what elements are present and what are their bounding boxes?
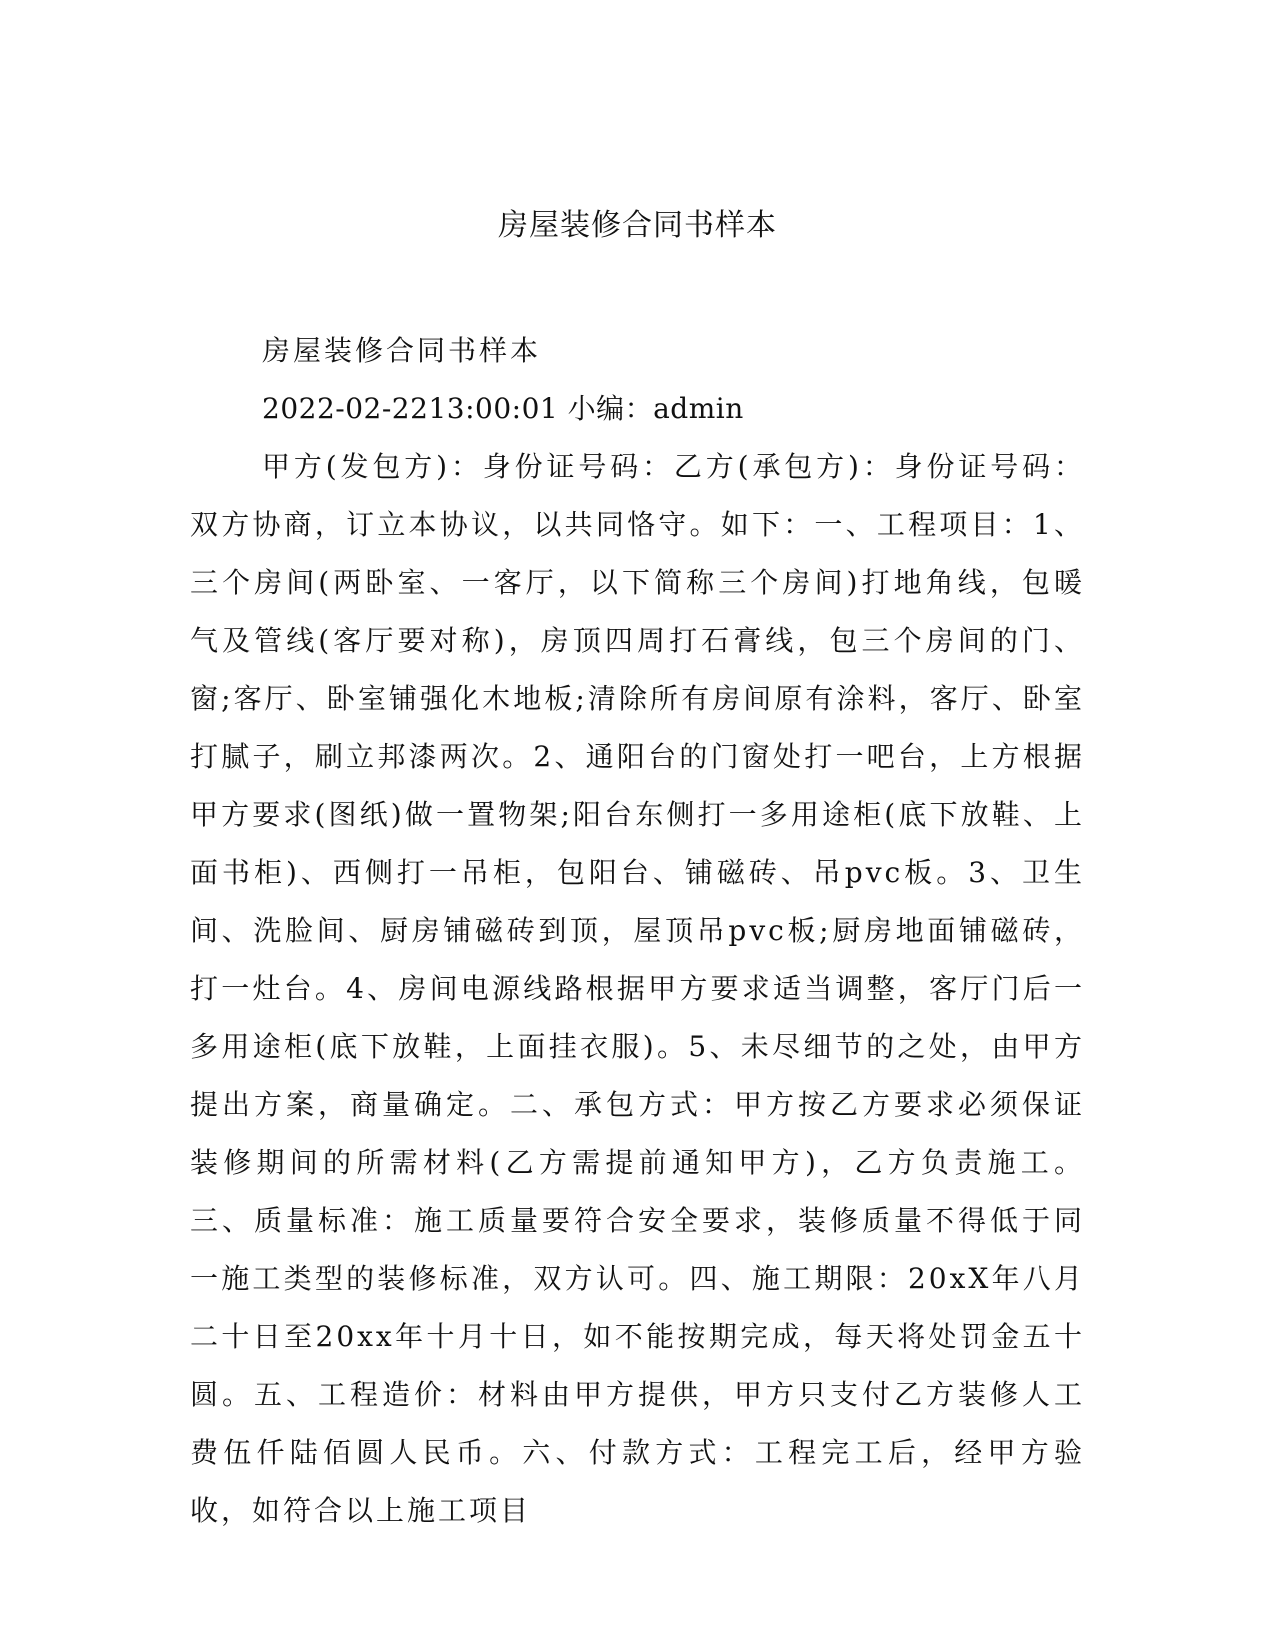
document-body <box>190 322 1085 1540</box>
meta-line: 2022-02-2213:00:01 小编：admin <box>262 392 744 425</box>
document-title: 房屋装修合同书样本 <box>498 208 777 243</box>
body-paragraph: 甲方(发包方)：身份证号码：乙方(承包方)：身份证号码：双方协商，订立本协议，以共同恪守。如下：一、工程项目：1、三个房间(两卧室、一客厅，以下简称三个房间)打地角线，包暖气及管线(客厅要对称)，房顶四周打石膏线，包三个房间的门、窗;客厅、卧室铺强化木地板;清除所有房间原有涂料，客厅、卧室打腻子，刷立邦漆两次。2、通阳台的门窗处打一吧台，上方根据甲方要求(图纸)做一置物架;阳台东侧打一多用途柜(底下放鞋、上面书柜)、西侧打一吊柜，包阳台、铺磁砖、吊pvc板。3、卫生间、洗脸间、厨房铺磁砖到顶，屋顶吊pvc板;厨房地面铺磁砖，打一灶台。4、房间电源线路根据甲方要求适当调整，客厅门后一多用途柜(底下放鞋，上面挂衣服)。5、未尽细节的之处，由甲方提出方案，商量确定。二、承包方式：甲方按乙方要求必须保证装修期间的所需材料(乙方需提前通知甲方)，乙方负责施工。三、质量标准：施工质量要符合安全要求，装修质量不得低于同一施工类型的装修标准，双方认可。四、施工期限：20xX年八月二十日至20xx年十月十日，如不能按期完成，每天将处罚金五十圆。五、工程造价：材料由甲方提供，甲方只支付乙方装修人工费伍仟陆佰圆人民币。六、付款方式：工程完工后，经甲方验收，如符合以上施工项目 <box>190 450 1085 1527</box>
subtitle-line: 房屋装修合同书样本 <box>262 334 542 367</box>
